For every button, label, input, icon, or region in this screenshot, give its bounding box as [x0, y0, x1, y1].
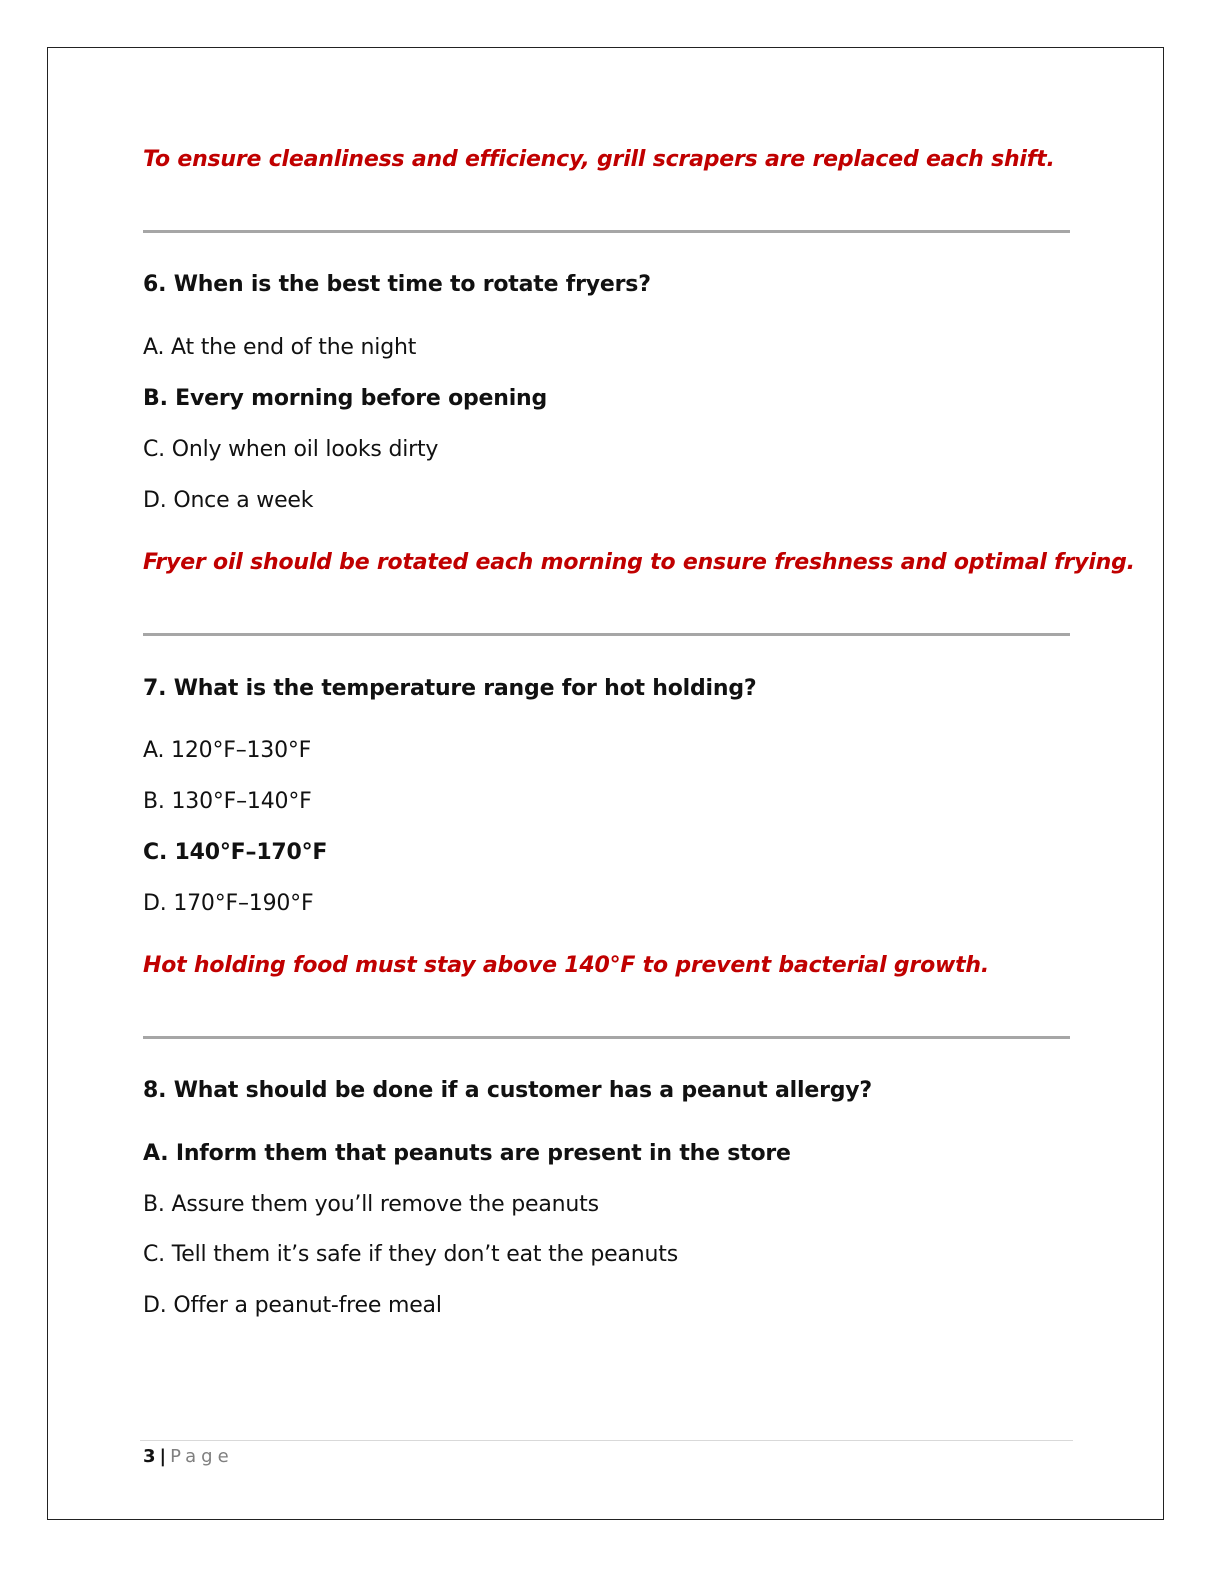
question-6-option-a: A. At the end of the night	[143, 335, 417, 360]
section-divider	[143, 1036, 1070, 1039]
question-6-option-c: C. Only when oil looks dirty	[143, 437, 439, 462]
question-8-option-d: D. Offer a peanut-free meal	[143, 1293, 442, 1318]
question-8-option-a: A. Inform them that peanuts are present in the store	[143, 1141, 791, 1166]
section-divider	[143, 633, 1070, 636]
question-7-option-b: B. 130°F–140°F	[143, 789, 312, 814]
question-7-option-c: C. 140°F–170°F	[143, 840, 328, 865]
question-8-option-c: C. Tell them it’s safe if they don’t eat the peanuts	[143, 1242, 678, 1267]
footer-separator: |	[159, 1446, 167, 1467]
page-number: 3	[143, 1446, 156, 1467]
question-8-option-b: B. Assure them you’ll remove the peanuts	[143, 1192, 599, 1217]
question-7-explanation: Hot holding food must stay above 140°F to prevent bacterial growth.	[143, 953, 990, 978]
question-7-text: 7. What is the temperature range for hot holding?	[143, 676, 757, 701]
question-8-text: 8. What should be done if a customer has a peanut allergy?	[143, 1078, 872, 1103]
question-7-option-a: A. 120°F–130°F	[143, 738, 312, 763]
page-label: Page	[170, 1446, 234, 1467]
question-6-option-d: D. Once a week	[143, 488, 314, 513]
question-6-explanation: Fryer oil should be rotated each morning to ensure freshness and optimal frying.	[143, 550, 1135, 575]
explanation-text: To ensure cleanliness and efficiency, grill scrapers are replaced each shift.	[143, 147, 1055, 172]
question-7-option-d: D. 170°F–190°F	[143, 891, 314, 916]
question-6-option-b: B. Every morning before opening	[143, 386, 548, 411]
section-divider	[143, 230, 1070, 233]
question-6-text: 6. When is the best time to rotate fryers?	[143, 272, 651, 297]
footer-divider	[140, 1440, 1073, 1441]
page-footer	[143, 1446, 234, 1467]
